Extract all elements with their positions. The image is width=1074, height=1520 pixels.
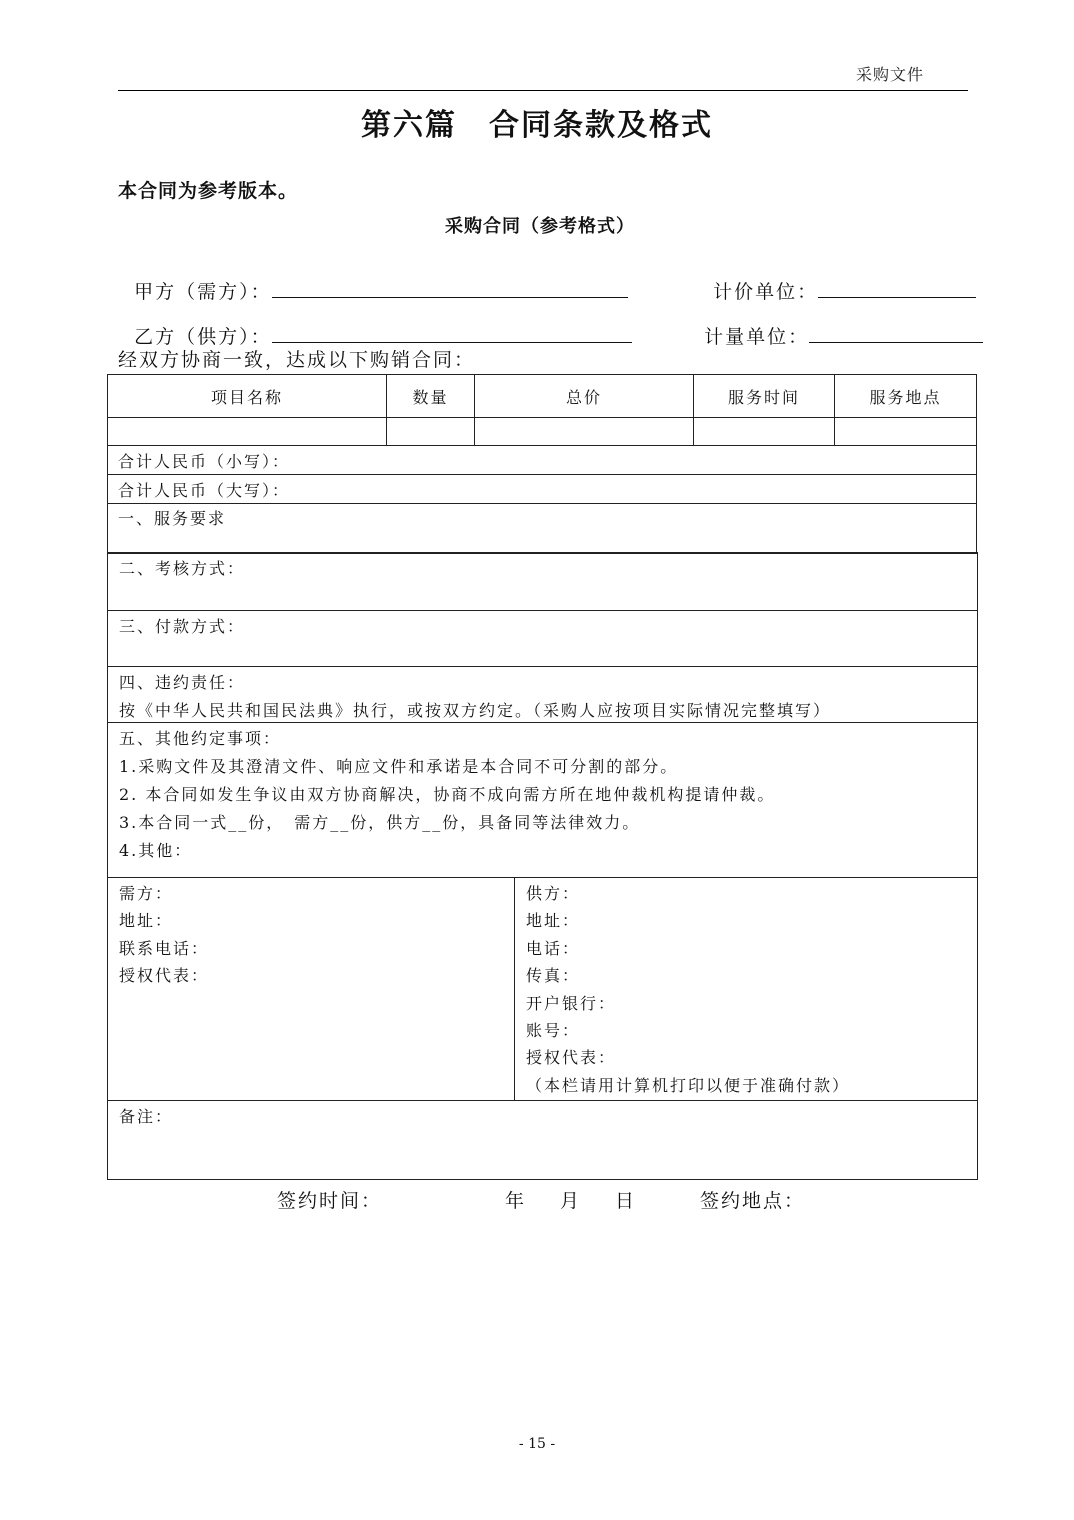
signing-day-label: 日 xyxy=(615,1190,637,1212)
party-b-label: 乙方（供方）： xyxy=(134,326,272,348)
header-quantity: 数量 xyxy=(387,375,475,418)
other-term-item: 4.其他： xyxy=(119,841,193,860)
signing-month-label: 月 xyxy=(560,1190,582,1212)
buyer-name-label: 需方： xyxy=(119,884,174,903)
assessment-label: 二、考核方式： xyxy=(119,559,246,578)
signing-year-label: 年 xyxy=(505,1190,527,1212)
cell-service-location[interactable] xyxy=(835,418,977,446)
header-divider xyxy=(118,90,968,91)
measure-unit-field[interactable] xyxy=(688,300,983,349)
price-unit-blank[interactable] xyxy=(818,279,976,298)
cell-service-time[interactable] xyxy=(694,418,835,446)
supplier-name-label: 供方： xyxy=(526,884,581,903)
total-large-label: 合计人民币（大写）： xyxy=(108,475,977,504)
items-table xyxy=(107,374,977,554)
reference-note: 本合同为参考版本。 xyxy=(118,180,299,202)
supplier-bank-label: 开户银行： xyxy=(526,993,617,1013)
payment-label: 三、付款方式： xyxy=(119,617,246,636)
cell-total-price[interactable] xyxy=(475,418,694,446)
party-a-label: 甲方（需方）： xyxy=(134,281,272,303)
page-number: - 15 - xyxy=(518,1436,556,1452)
party-b-blank[interactable] xyxy=(272,324,632,343)
party-a-blank[interactable] xyxy=(272,279,628,298)
supplier-representative-label: 授权代表： xyxy=(526,1048,617,1068)
table-header-row xyxy=(108,375,977,418)
party-b-field[interactable] xyxy=(118,300,632,349)
total-small-row[interactable] xyxy=(108,446,977,475)
service-requirements-row[interactable] xyxy=(108,504,977,554)
other-term-item: 2. 本合同如发生争议由双方协商解决，协商不成向需方所在地仲裁机构提请仲裁。 xyxy=(119,785,776,804)
cell-quantity[interactable] xyxy=(387,418,475,446)
table-row[interactable] xyxy=(108,418,977,446)
signing-time-label: 签约时间： xyxy=(277,1190,383,1212)
remarks-label: 备注： xyxy=(119,1107,174,1126)
payment-section[interactable] xyxy=(107,610,978,667)
assessment-section[interactable] xyxy=(107,552,978,611)
price-unit-label: 计价单位： xyxy=(713,281,819,303)
buyer-phone-label: 联系电话： xyxy=(119,938,210,958)
header-item-name: 项目名称 xyxy=(108,375,387,418)
page-title: 第六篇 合同条款及格式 xyxy=(361,108,713,143)
remarks-section[interactable] xyxy=(107,1100,978,1180)
breach-section[interactable] xyxy=(107,666,978,723)
cell-item-name[interactable] xyxy=(108,418,387,446)
breach-text: 按《中华人民共和国民法典》执行，或按双方约定。（采购人应按项目实际情况完整填写） xyxy=(119,701,832,720)
header-service-location: 服务地点 xyxy=(835,375,977,418)
other-terms-title: 五、其他约定事项： xyxy=(119,729,282,748)
buyer-info-block[interactable] xyxy=(107,877,515,1101)
party-a-field[interactable] xyxy=(118,255,628,304)
supplier-print-note: （本栏请用计算机打印以便于准确付款） xyxy=(526,1075,851,1095)
service-requirements-label: 一、服务要求 xyxy=(108,504,977,554)
header-doc-label: 采购文件 xyxy=(856,65,925,84)
breach-title: 四、违约责任： xyxy=(119,673,246,692)
measure-unit-blank[interactable] xyxy=(809,324,983,343)
supplier-fax-label: 传真： xyxy=(526,966,581,986)
other-terms-section[interactable] xyxy=(107,722,978,878)
measure-unit-label: 计量单位： xyxy=(704,326,810,348)
supplier-phone-label: 电话： xyxy=(526,938,581,958)
price-unit-field[interactable] xyxy=(697,255,976,304)
intro-text: 经双方协商一致，达成以下购销合同： xyxy=(118,349,476,371)
other-term-item: 3.本合同一式__份， 需方__份，供方__份，具备同等法律效力。 xyxy=(119,813,641,832)
header-total-price: 总价 xyxy=(475,375,694,418)
total-small-label: 合计人民币（小写）： xyxy=(108,446,977,475)
signing-place-label: 签约地点： xyxy=(700,1190,806,1212)
contract-subtitle: 采购合同（参考格式） xyxy=(445,216,635,237)
buyer-address-label: 地址： xyxy=(119,911,174,931)
header-service-time: 服务时间 xyxy=(694,375,835,418)
buyer-representative-label: 授权代表： xyxy=(119,966,210,986)
supplier-address-label: 地址： xyxy=(526,911,581,931)
supplier-account-label: 账号： xyxy=(526,1021,581,1041)
other-term-item: 1.采购文件及其澄清文件、响应文件和承诺是本合同不可分割的部分。 xyxy=(119,757,679,776)
total-large-row[interactable] xyxy=(108,475,977,504)
supplier-info-block[interactable] xyxy=(514,877,978,1101)
